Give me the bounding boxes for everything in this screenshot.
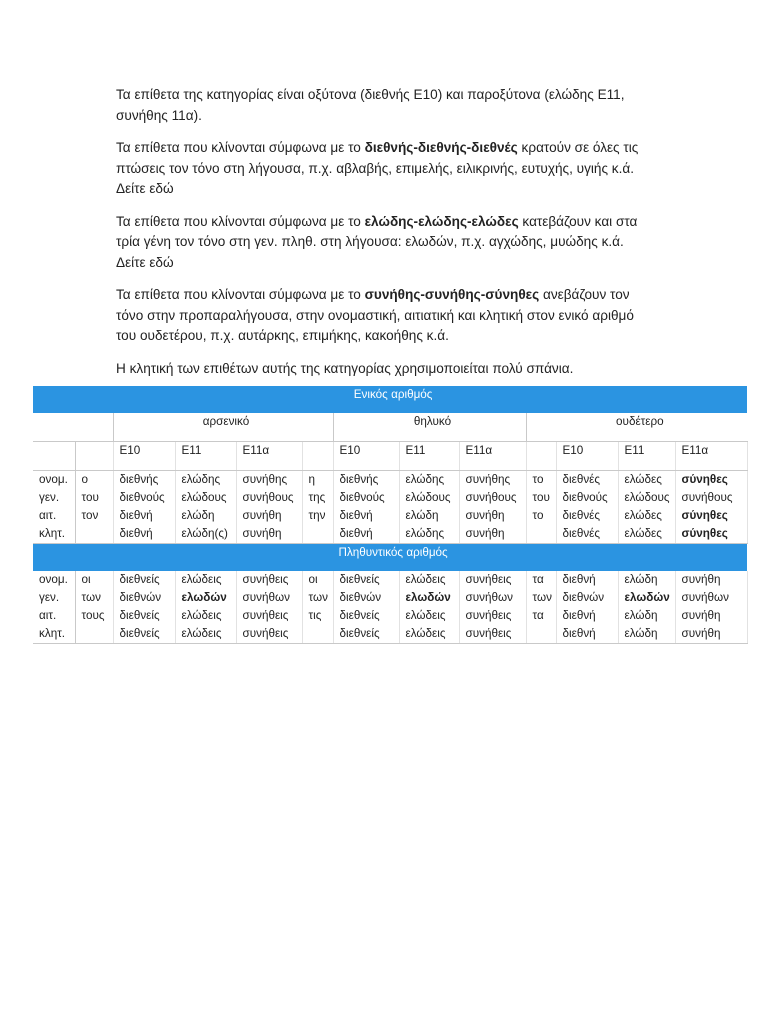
form-text: ελωδών bbox=[405, 591, 451, 604]
form-cell bbox=[399, 571, 459, 644]
form-text: διεθνείς bbox=[119, 609, 160, 622]
form-cell bbox=[556, 471, 618, 544]
form-text: διεθνείς bbox=[339, 609, 380, 622]
type-label: Ε11 bbox=[618, 442, 675, 471]
type-spacer bbox=[302, 442, 333, 471]
form-text: ελωδών bbox=[624, 591, 670, 604]
form-text: ελώδεις bbox=[181, 627, 222, 640]
paragraph-text: Τα επίθετα που κλίνονται σύμφωνα με το bbox=[116, 287, 365, 302]
form-cell bbox=[333, 471, 399, 544]
form-cell bbox=[113, 571, 175, 644]
form-cell bbox=[556, 571, 618, 644]
form-cell bbox=[459, 471, 526, 544]
type-spacer bbox=[75, 442, 113, 471]
form-cell bbox=[459, 571, 526, 644]
form-cell bbox=[333, 571, 399, 644]
gender-header-row bbox=[33, 413, 747, 442]
form-text: ελώδη bbox=[405, 509, 439, 522]
gender-masculine: αρσενικό bbox=[113, 413, 333, 442]
form-text: των bbox=[532, 591, 552, 604]
form-text: ελώδη bbox=[624, 609, 658, 622]
singular-forms-row bbox=[33, 471, 747, 544]
form-text: ελώδες bbox=[624, 527, 662, 540]
paradigm-keyword: διεθνής-διεθνής-διεθνές bbox=[364, 140, 518, 155]
form-text: συνήθη bbox=[465, 527, 505, 540]
form-text: διεθνής bbox=[339, 473, 379, 486]
gender-spacer bbox=[33, 413, 113, 442]
form-text: κλητ. bbox=[39, 527, 66, 540]
plural-header-row bbox=[33, 544, 747, 572]
type-label: Ε11 bbox=[175, 442, 236, 471]
form-text: σύνηθες bbox=[681, 527, 728, 540]
paragraph-text: ανεβάζουν τον τόνο στην προπαραλήγουσα, στην ονομαστική, αιτιατική και κλητική στον ενικό αριθμό του ουδετέρου, π.χ. αυτάρκης, επιμήκης, κακοήθης κ.ά. bbox=[116, 287, 634, 343]
form-text: ελώδη bbox=[624, 573, 658, 586]
type-label: Ε11α bbox=[675, 442, 747, 471]
form-text: το bbox=[532, 509, 544, 522]
form-text: διεθνείς bbox=[119, 573, 160, 586]
paragraph-3 bbox=[116, 212, 656, 274]
form-text: των bbox=[81, 591, 101, 604]
declension-table bbox=[33, 386, 747, 644]
form-text: αιτ. bbox=[39, 609, 57, 622]
form-cell bbox=[675, 471, 747, 544]
form-text: συνήθεις bbox=[242, 627, 289, 640]
form-text: αιτ. bbox=[39, 509, 57, 522]
form-text: διεθνούς bbox=[119, 491, 165, 504]
form-text: συνήθη bbox=[681, 627, 721, 640]
form-text: οι bbox=[308, 573, 318, 586]
form-text: ελωδών bbox=[181, 591, 227, 604]
form-text: τους bbox=[81, 609, 105, 622]
form-text: γεν. bbox=[39, 491, 60, 504]
form-text: συνήθων bbox=[681, 591, 729, 604]
form-text: ελώδους bbox=[405, 491, 451, 504]
form-cell bbox=[175, 571, 236, 644]
form-text: συνήθη bbox=[681, 609, 721, 622]
singular-header-row bbox=[33, 386, 747, 413]
intro-text bbox=[116, 85, 656, 391]
form-text: συνήθεις bbox=[465, 627, 512, 640]
form-text: ονομ. bbox=[39, 573, 68, 586]
type-label: Ε11α bbox=[236, 442, 302, 471]
paragraph-2 bbox=[116, 138, 656, 200]
form-text: ελώδεις bbox=[405, 609, 446, 622]
article-cell bbox=[75, 471, 113, 544]
form-cell bbox=[675, 571, 747, 644]
form-text: τις bbox=[308, 609, 322, 622]
form-text: συνήθη bbox=[242, 509, 282, 522]
paragraph-text: Τα επίθετα που κλίνονται σύμφωνα με το bbox=[116, 213, 365, 229]
article-cell bbox=[302, 571, 333, 644]
form-text: τα bbox=[532, 573, 544, 586]
article-cell bbox=[526, 571, 556, 644]
paragraph-text: κρατούν σε όλες τις πτώσεις τον τόνο στη λήγουσα, π.χ. αβλαβής, επιμελής, ειλικρινής, ευτυχής, υγιής κ.ά. Δείτε εδώ bbox=[116, 140, 639, 196]
form-text: ελώδης bbox=[405, 527, 445, 540]
form-text: του bbox=[81, 491, 99, 504]
form-text: σύνηθες bbox=[681, 473, 728, 486]
form-text: συνήθη bbox=[465, 509, 505, 522]
form-cell bbox=[399, 471, 459, 544]
form-text: συνήθεις bbox=[242, 609, 289, 622]
paradigm-keyword: συνήθης-συνήθης-σύνηθες bbox=[364, 287, 540, 302]
form-text: συνήθεις bbox=[242, 573, 289, 586]
plural-forms-row bbox=[33, 571, 747, 644]
form-text: το bbox=[532, 473, 544, 486]
paragraph-5 bbox=[116, 359, 656, 380]
form-text: διεθνές bbox=[562, 509, 600, 522]
paragraph-text: Η κλητική των επιθέτων αυτής της κατηγορίας χρησιμοποιείται πολύ σπάνια. bbox=[116, 360, 574, 376]
form-text: ελώδους bbox=[181, 491, 227, 504]
type-label: Ε11α bbox=[459, 442, 526, 471]
type-label: Ε10 bbox=[556, 442, 618, 471]
case-labels-cell bbox=[33, 471, 75, 544]
form-text: διεθνή bbox=[119, 527, 153, 540]
form-text: οι bbox=[81, 573, 91, 586]
form-text: ελώδες bbox=[624, 473, 662, 486]
article-cell bbox=[75, 571, 113, 644]
form-text: συνήθη bbox=[681, 573, 721, 586]
form-text: συνήθους bbox=[681, 491, 733, 504]
type-header-row bbox=[33, 442, 747, 471]
form-text: ελώδεις bbox=[405, 627, 446, 640]
type-label: Ε10 bbox=[113, 442, 175, 471]
form-text: της bbox=[308, 491, 326, 504]
form-text: διεθνών bbox=[339, 591, 382, 604]
form-text: τα bbox=[532, 609, 544, 622]
form-text: ελώδεις bbox=[405, 573, 446, 586]
paragraph-1 bbox=[116, 85, 656, 126]
article-cell bbox=[526, 471, 556, 544]
form-text: διεθνές bbox=[562, 473, 600, 486]
form-cell bbox=[618, 571, 675, 644]
form-text: συνήθης bbox=[465, 473, 511, 486]
form-text: συνήθεις bbox=[465, 609, 512, 622]
form-text: διεθνών bbox=[562, 591, 605, 604]
form-text: διεθνών bbox=[119, 591, 162, 604]
form-text: διεθνή bbox=[339, 509, 373, 522]
form-text: διεθνούς bbox=[562, 491, 608, 504]
form-text: διεθνή bbox=[119, 509, 153, 522]
form-text: σύνηθες bbox=[681, 509, 728, 522]
form-cell bbox=[618, 471, 675, 544]
form-cell bbox=[175, 471, 236, 544]
type-label: Ε11 bbox=[399, 442, 459, 471]
form-text: συνήθων bbox=[242, 591, 290, 604]
form-text: διεθνείς bbox=[339, 573, 380, 586]
form-text: ελώδη bbox=[624, 627, 658, 640]
form-text: την bbox=[308, 509, 326, 522]
form-text: ελώδης bbox=[181, 473, 221, 486]
form-text: γεν. bbox=[39, 591, 60, 604]
paragraph-4 bbox=[116, 285, 656, 347]
form-text: διεθνής bbox=[119, 473, 159, 486]
form-text: διεθνούς bbox=[339, 491, 385, 504]
form-text: ελώδης bbox=[405, 473, 445, 486]
gender-neuter: ουδέτερο bbox=[526, 413, 747, 442]
type-spacer bbox=[33, 442, 75, 471]
type-label: Ε10 bbox=[333, 442, 399, 471]
form-text: διεθνές bbox=[562, 527, 600, 540]
form-text: συνήθους bbox=[465, 491, 517, 504]
form-text: του bbox=[532, 491, 550, 504]
plural-title: Πληθυντικός αριθμός bbox=[33, 544, 747, 572]
form-text: συνήθους bbox=[242, 491, 294, 504]
form-text: ελώδη(ς) bbox=[181, 527, 228, 540]
form-text: διεθνή bbox=[562, 627, 596, 640]
form-text: ονομ. bbox=[39, 473, 68, 486]
paragraph-text: Τα επίθετα της κατηγορίας είναι οξύτονα (διεθνής Ε10) και παροξύτονα (ελώδης Ε11, συνήθης 11α). bbox=[116, 87, 625, 123]
form-text: ελώδεις bbox=[181, 609, 222, 622]
form-text: ελώδες bbox=[624, 509, 662, 522]
form-text: ο bbox=[81, 473, 89, 486]
case-labels-cell bbox=[33, 571, 75, 644]
type-spacer bbox=[526, 442, 556, 471]
form-cell bbox=[113, 471, 175, 544]
form-text: διεθνείς bbox=[119, 627, 160, 640]
form-cell bbox=[236, 571, 302, 644]
paragraph-text: κατεβάζουν και στα τρία γένη τον τόνο στη γεν. πληθ. στη λήγουσα: ελωδών, π.χ. αγχώδης, μυώδης κ.ά. Δείτε εδώ bbox=[116, 213, 638, 270]
form-text: η bbox=[308, 473, 316, 486]
form-text: ελώδους bbox=[624, 491, 670, 504]
form-text: διεθνείς bbox=[339, 627, 380, 640]
form-text: συνήθεις bbox=[465, 573, 512, 586]
form-text: των bbox=[308, 591, 328, 604]
paragraph-text: Τα επίθετα που κλίνονται σύμφωνα με το bbox=[116, 140, 365, 155]
form-text: συνήθη bbox=[242, 527, 282, 540]
form-text: διεθνή bbox=[339, 527, 373, 540]
form-text: διεθνή bbox=[562, 573, 596, 586]
form-text: διεθνή bbox=[562, 609, 596, 622]
gender-feminine: θηλυκό bbox=[333, 413, 526, 442]
form-text: τον bbox=[81, 509, 99, 522]
form-text: συνήθης bbox=[242, 473, 288, 486]
article-cell bbox=[302, 471, 333, 544]
form-text: κλητ. bbox=[39, 627, 66, 640]
form-text: ελώδη bbox=[181, 509, 215, 522]
form-text: συνήθων bbox=[465, 591, 513, 604]
paradigm-keyword: ελώδης-ελώδης-ελώδες bbox=[364, 213, 519, 229]
form-text: ελώδεις bbox=[181, 573, 222, 586]
form-cell bbox=[236, 471, 302, 544]
singular-title: Ενικός αριθμός bbox=[33, 386, 747, 413]
